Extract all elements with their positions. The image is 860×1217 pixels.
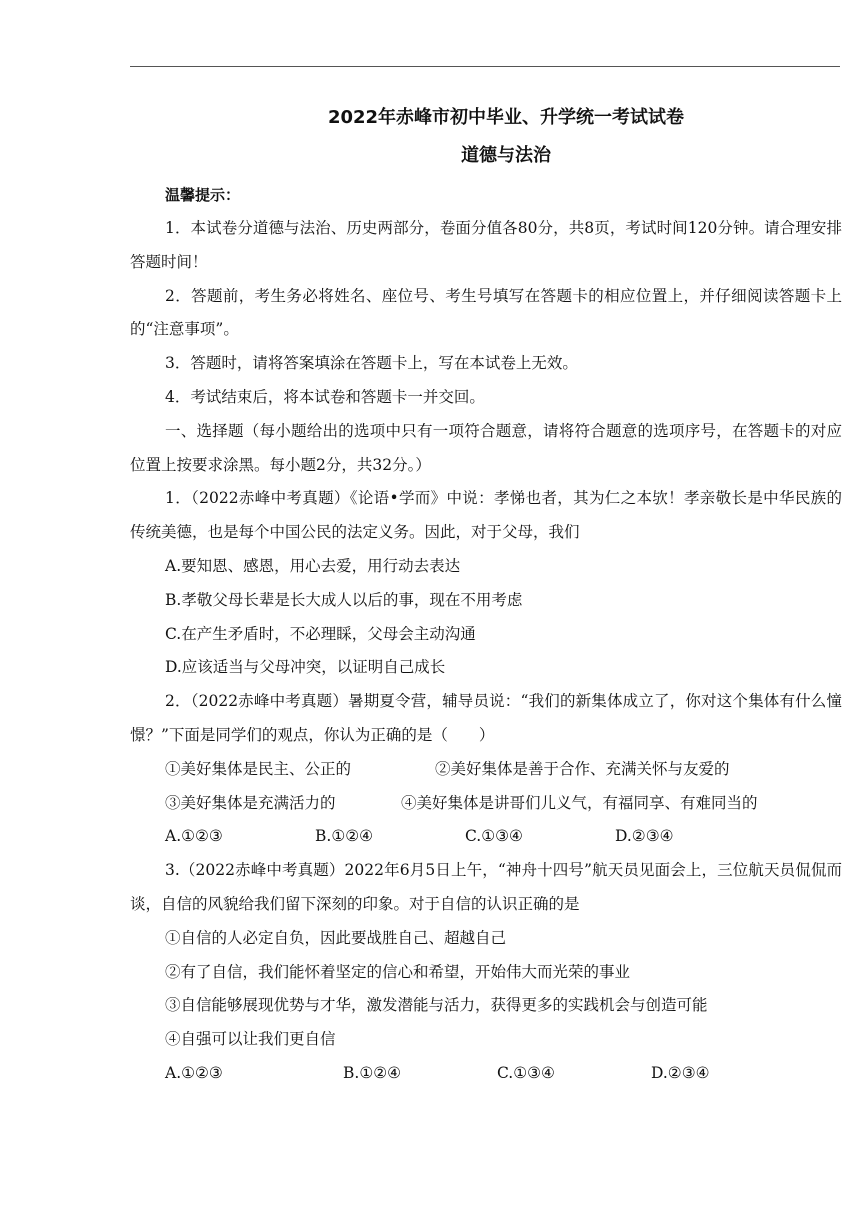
exam-title: 2022年赤峰市初中毕业、升学统一考试试卷 [327,107,685,128]
question-1-option-b: B.孝敬父母长辈是长大成人以后的事，现在不用考虑 [165,590,523,609]
question-1-option-a: A.要知恩、感恩，用心去爱，用行动去表达 [165,556,461,575]
question-2-choice-d: D.②③④ [615,827,674,846]
tip-item-1: 1．本试卷分道德与法治、历史两部分，卷面分值各80分，共8页，考试时间120分钟。请合理安排答题时间！ [130,219,842,271]
question-3-choice-c: C.①③④ [497,1063,555,1082]
section-instruction: 一、选择题（每小题给出的选项中只有一项符合题意，请将符合题意的选项序号，在答题卡的对应位置上按要求涂黑。每小题2分，共32分。） [130,421,842,474]
tip-item-2: 2．答题前，考生务必将姓名、座位号、考生号填写在答题卡的相应位置上，并仔细阅读答题卡上的“注意事项”。 [130,286,842,339]
question-2-stem: 2．（2022赤峰中考真题）暑期夏令营，辅导员说：“我们的新集体成立了，你对这个集体有什么憧憬？”下面是同学们的观点，你认为正确的是（ ） [130,692,842,744]
question-1-option-d: D.应该适当与父母冲突，以证明自己成长 [165,658,446,677]
question-2-statements-row-1 [130,753,842,787]
subject-title: 道德与法治 [461,145,551,166]
question-2-statement-4: ④美好集体是讲哥们儿义气，有福同享、有难同当的 [401,793,758,812]
question-3-stem: 3.（2022赤峰中考真题）2022年6月5日上午，“神舟十四号”航天员见面会上，三位航天员侃侃而谈，自信的风貌给我们留下深刻的印象。对于自信的认识正确的是 [130,861,842,913]
question-3-statement-2: ②有了自信，我们能怀着坚定的信心和希望，开始伟大而光荣的事业 [165,962,631,981]
tips-heading: 温馨提示： [165,186,241,204]
question-1-stem: 1．（2022赤峰中考真题）《论语•学而》中说：孝悌也者，其为仁之本欤！孝亲敬长是中华民族的传统美德，也是每个中国公民的法定义务。因此，对于父母，我们 [130,489,842,542]
question-1-option-c: C.在产生矛盾时，不必理睬，父母会主动沟通 [165,624,476,643]
question-3-statement-3: ③自信能够展现优势与才华，激发潜能与活力，获得更多的实践机会与创造可能 [165,996,708,1015]
question-3-choices [130,1057,842,1091]
question-2-statement-3: ③美好集体是充满活力的 [165,793,336,812]
question-2-statement-2: ②美好集体是善于合作、充满关怀与友爱的 [435,759,730,778]
question-2-statement-1: ①美好集体是民主、公正的 [165,759,352,778]
tip-item-4: 4．考试结束后，将本试卷和答题卡一并交回。 [165,387,485,406]
question-2-statements-row-2 [130,787,842,821]
tip-item-3: 3．答题时，请将答案填涂在答题卡上，写在本试卷上无效。 [165,354,578,373]
question-3-statement-4: ④自强可以让我们更自信 [165,1030,336,1049]
question-2-choice-c: C.①③④ [465,827,523,846]
header-rule [130,66,840,67]
question-3-choice-d: D.②③④ [651,1063,710,1082]
exam-page [130,100,842,1091]
question-2-choice-b: B.①②④ [315,827,374,846]
question-2-choice-a: A.①②③ [165,827,223,846]
question-3-choice-a: A.①②③ [165,1063,223,1082]
question-3-statement-1: ①自信的人必定自负，因此要战胜自己、超越自己 [165,928,507,947]
question-3-choice-b: B.①②④ [343,1063,402,1082]
question-2-choices [130,820,842,854]
